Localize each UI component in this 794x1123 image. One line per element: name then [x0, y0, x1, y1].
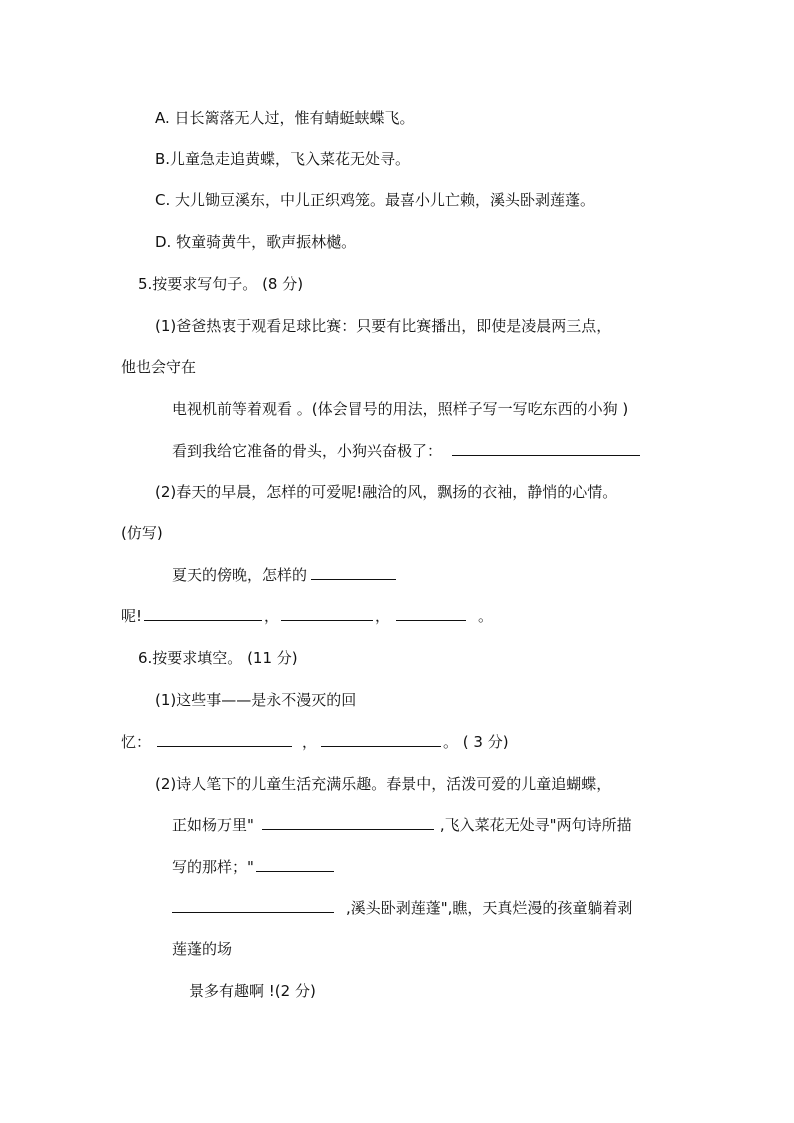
q5-p2-line3-text: 夏天的傍晚，怎样的: [172, 566, 308, 584]
answer-blank[interactable]: [262, 815, 434, 830]
q6-p2-line2-b: ,飞入菜花无处寻"两句诗所描: [439, 816, 632, 834]
q6-heading: 6.按要求填空。 (11 分): [138, 649, 298, 667]
q5-p2-line4-d: 。: [478, 607, 494, 625]
q5-p2-line4: [121, 606, 493, 626]
q6-p2-line3: [172, 857, 336, 877]
answer-blank[interactable]: [311, 565, 396, 580]
q5-p2-line1: (2)春天的早晨，怎样的可爱呢!融洽的风，飘扬的衣袖，静悄的心情。: [155, 483, 618, 501]
answer-blank[interactable]: [256, 857, 334, 872]
answer-blank[interactable]: [452, 441, 640, 456]
answer-blank[interactable]: [396, 606, 466, 621]
q5-p1-line4-text: 看到我给它准备的骨头，小狗兴奋极了：: [172, 442, 443, 460]
q6-p2-line4: [172, 898, 632, 918]
answer-blank[interactable]: [157, 732, 292, 747]
q6-p1-line2-a: 忆：: [121, 733, 152, 751]
option-a: A. 日长篱落无人过，惟有蜻蜓蛱蝶飞。: [155, 109, 415, 127]
q5-p2-line2: (仿写): [121, 524, 163, 542]
q6-p1-line1: (1)这些事——是永不漫灭的回: [155, 691, 357, 709]
q5-p2-line4-a: 呢!: [121, 607, 143, 625]
q6-p2-line4-text: ,溪头卧剥莲蓬",瞧，天真烂漫的孩童躺着剥: [346, 899, 633, 917]
q6-p1-line2-c: 。 ( 3 分): [443, 733, 509, 751]
answer-blank[interactable]: [321, 732, 441, 747]
q6-p2-line6: 景多有趣啊 !(2 分): [189, 982, 316, 1000]
q6-p2-line3-text: 写的那样；": [172, 858, 254, 876]
answer-blank[interactable]: [172, 898, 334, 913]
q5-p2-line4-c: ，: [375, 607, 391, 625]
q6-p2-line1: (2)诗人笔下的儿童生活充满乐趣。春景中，活泼可爱的儿童追蝴蝶，: [155, 775, 612, 793]
q6-p2-line5: 莲蓬的场: [172, 940, 233, 958]
q5-p2-line4-b: ，: [264, 607, 280, 625]
q5-heading: 5.按要求写句子。 (8 分): [138, 275, 304, 293]
option-c: C. 大儿锄豆溪东，中儿正织鸡笼。最喜小儿亡赖，溪头卧剥莲蓬。: [155, 191, 596, 209]
q6-p1-line2: [121, 732, 509, 752]
q6-p2-line2-a: 正如杨万里": [172, 816, 254, 834]
q5-p1-line4: [172, 441, 642, 461]
q5-p1-line3: 电视机前等着观看 。(体会冒号的用法，照样子写一写吃东西的小狗 ): [172, 400, 629, 418]
answer-blank[interactable]: [281, 606, 373, 621]
q6-p2-line2: [172, 815, 632, 835]
q5-p2-line3: [172, 565, 398, 585]
answer-blank[interactable]: [144, 606, 262, 621]
option-b: B.儿童急走追黄蝶，飞入菜花无处寻。: [155, 150, 411, 168]
q5-p1-line2: 他也会守在: [121, 358, 197, 376]
option-d: D. 牧童骑黄牛，歌声振林樾。: [155, 233, 357, 251]
q5-p1-line1: (1)爸爸热衷于观看足球比赛：只要有比赛播出，即使是凌晨两三点，: [155, 317, 612, 335]
q6-p1-line2-b: ，: [302, 733, 318, 751]
